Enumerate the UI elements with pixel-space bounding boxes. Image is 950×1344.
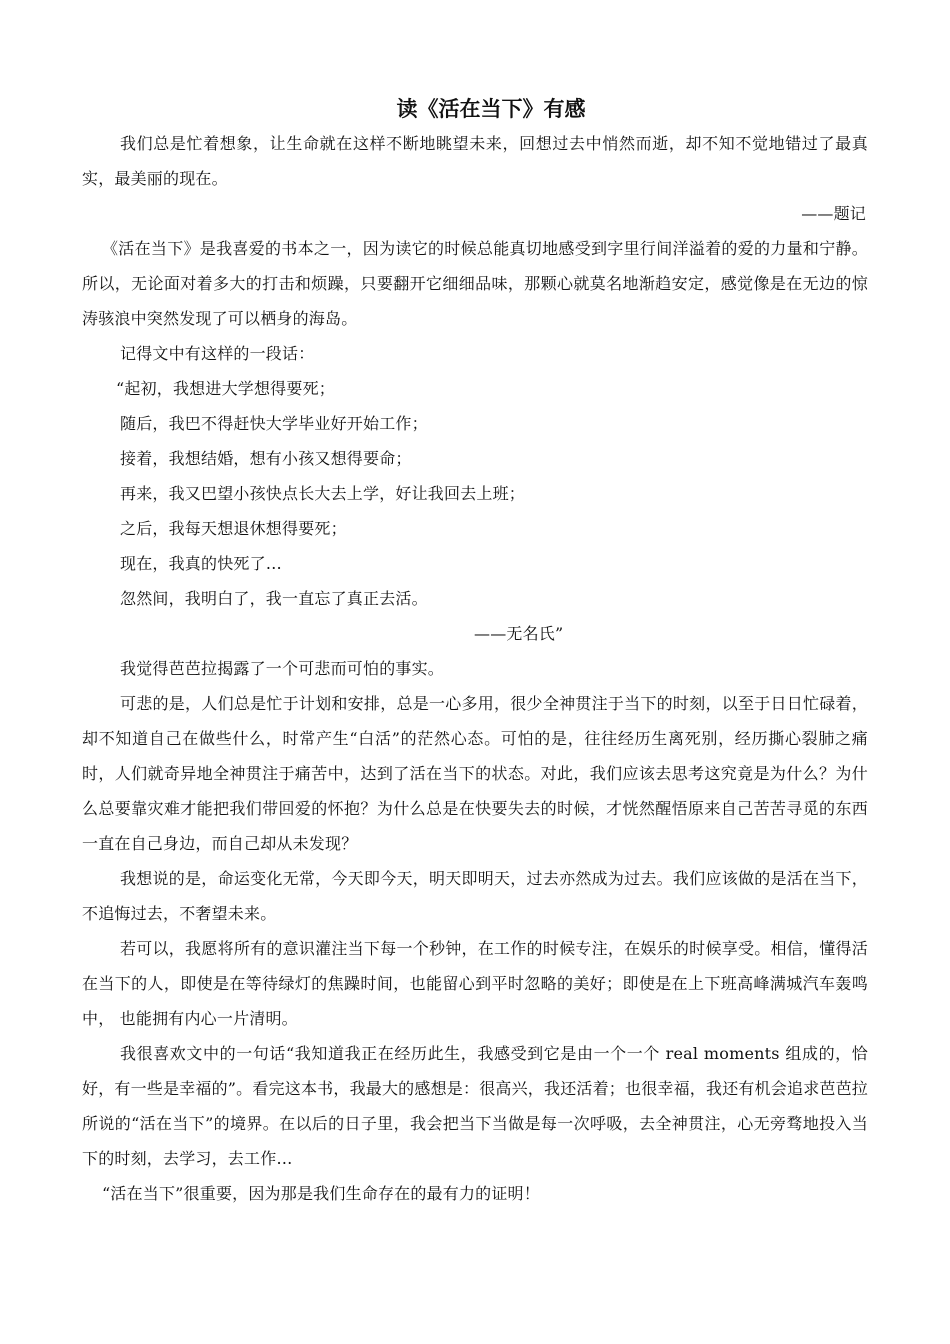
quote-line-1: “起初，我想进大学想得要死； [116,379,335,398]
paragraph-7: 我很喜欢文中的一句话“我知道我正在经历此生，我感受到它是由一个一个 real moments 组成的，恰好，有一些是幸福的”。看完这本书，我最大的感想是：很高兴，我还活着；也很幸福，我还有机会追求芭芭拉所说的“活在当下”的境界。在以后的日子里，我会把当下当做是每一次呼吸，去全神贯注，心无旁骛地投入当下的时刻，去学习，去工作… [82,1044,868,1168]
quote-attribution: ——无名氏” [474,624,564,643]
quote-line-6: 现在，我真的快死了… [120,554,283,573]
paragraph-6: 若可以，我愿将所有的意识灌注当下每一个秒钟，在工作的时候专注，在娱乐的时候享受。相信，懂得活在当下的人，即使是在等待绿灯的焦躁时间，也能留心到平时忽略的美好；即使是在上下班高峰满城汽车轰鸣中， 也能拥有内心一片清明。 [82,939,868,1028]
paragraph-4: 可悲的是，人们总是忙于计划和安排，总是一心多用，很少全神贯注于当下的时刻，以至于日日忙碌着，却不知道自己在做些什么，时常产生“白活”的茫然心态。可怕的是，往往经历生离死别，经历撕心裂肺之痛时，人们就奇异地全神贯注于痛苦中，达到了活在当下的状态。对此，我们应该去思考这究竟是为什么？为什么总要靠灾难才能把我们带回爱的怀抱？为什么总是在快要失去的时候，才恍然醒悟原来自己苦苦寻觅的东西一直在自己身边，而自己却从未发现？ [82,694,868,853]
paragraph-3: 我觉得芭芭拉揭露了一个可悲而可怕的事实。 [120,659,445,678]
paragraph-8: “活在当下”很重要，因为那是我们生命存在的最有力的证明！ [102,1184,540,1203]
quote-line-2: 随后，我巴不得赶快大学毕业好开始工作； [120,414,428,433]
document-title: 读《活在当下》有感 [396,97,586,121]
quote-line-4: 再来，我又巴望小孩快点长大去上学，好让我回去上班； [120,484,526,503]
paragraph-1: 《活在当下》是我喜爱的书本之一，因为读它的时候总能真切地感受到字里行间洋溢着的爱的力量和宁静。所以，无论面对着多大的打击和烦躁，只要翻开它细细品味，那颗心就莫名地渐趋安定，感觉像是在无边的惊涛骇浪中突然发现了可以栖身的海岛。 [82,239,868,328]
quote-line-7: 忽然间，我明白了，我一直忘了真正去活。 [120,589,428,608]
paragraph-5: 我想说的是，命运变化无常，今天即今天，明天即明天，过去亦然成为过去。我们应该做的是活在当下，不追悔过去，不奢望未来。 [82,869,868,923]
intro-paragraph: 我们总是忙着想象，让生命就在这样不断地眺望未来，回想过去中悄然而逝，却不知不觉地错过了最真实，最美丽的现在。 [82,134,868,188]
paragraph-2: 记得文中有这样的一段话： [120,344,315,363]
intro-signature: ——题记 [801,204,866,223]
quote-line-5: 之后，我每天想退休想得要死； [120,519,347,538]
quote-line-3: 接着，我想结婚，想有小孩又想得要命； [120,449,412,468]
